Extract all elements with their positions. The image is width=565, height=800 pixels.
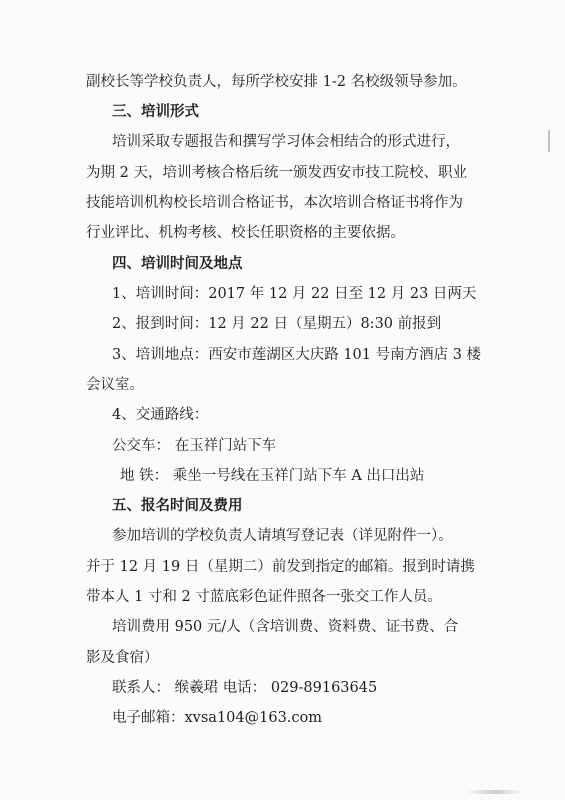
text-line: 3、培训地点：西安市莲湖区大庆路 101 号南方酒店 3 楼 <box>112 347 482 363</box>
text-line: 培训采取专题报告和撰写学习体会相结合的形式进行， <box>112 134 460 150</box>
text-line: 带本人 1 寸和 2 寸蓝底彩色证件照各一张交工作人员。 <box>86 589 442 605</box>
text-line: 参加培训的学校负责人请填写登记表（详见附件一）。 <box>112 528 453 544</box>
contact-line: 联系人： 缑羲珺 电话： 029-89163645 <box>112 680 378 696</box>
text-line: 1、培训时间：2017 年 12 月 22 日至 12 月 23 日两天 <box>112 286 477 302</box>
section-heading: 三、培训形式 <box>112 104 199 120</box>
text-line: 会议室。 <box>86 377 144 393</box>
section-heading: 四、培训时间及地点 <box>112 256 243 272</box>
email-line: 电子邮箱：xvsa104@163.com <box>112 710 323 726</box>
text-line: 4、交通路线： <box>112 407 209 423</box>
text-line: 为期 2 天，培训考核合格后统一颁发西安市技工院校、职业 <box>86 165 467 181</box>
text-line: 公交车： 在玉祥门站下车 <box>112 438 277 454</box>
text-line: 地 铁： 乘坐一号线在玉祥门站下车 A 出口出站 <box>120 468 425 484</box>
text-line: 副校长等学校负责人，每所学校安排 1-2 名校级领导参加。 <box>86 74 467 90</box>
text-line: 2、报到时间：12 月 22 日（星期五）8:30 前报到 <box>112 316 442 332</box>
scan-artifact <box>465 790 525 794</box>
text-line: 培训费用 950 元/人（含培训费、资料费、证书费、合 <box>112 619 459 635</box>
section-heading: 五、报名时间及费用 <box>112 498 243 514</box>
text-line: 影及食宿） <box>86 650 159 666</box>
scan-artifact <box>548 130 550 152</box>
text-line: 技能培训机构校长培训合格证书，本次培训合格证书将作为 <box>86 195 463 211</box>
text-line: 行业评比、机构考核、校长任职资格的主要依据。 <box>86 225 405 241</box>
text-line: 并于 12 月 19 日（星期二）前发到指定的邮箱。报到时请携 <box>86 559 475 575</box>
